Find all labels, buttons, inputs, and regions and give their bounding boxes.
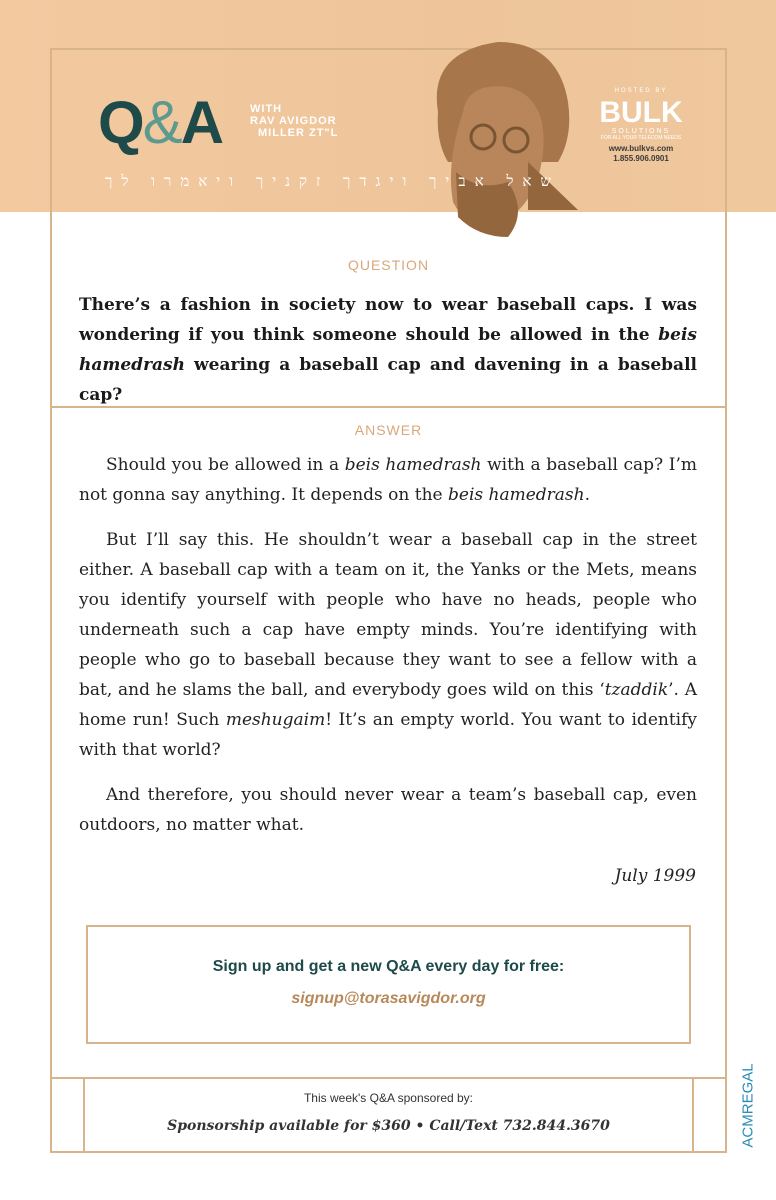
section-divider: [52, 406, 725, 408]
sponsorship-availability: Sponsorship available for $360 • Call/Text 732.844.3670: [167, 1118, 610, 1134]
bulk-phone: 1.855.906.0901: [613, 154, 669, 163]
signup-email-link[interactable]: signup@torasavigdor.org: [291, 990, 486, 1007]
logo-amp: &: [142, 89, 181, 156]
emphasis: meshugaim: [225, 710, 326, 730]
logo-a: A: [180, 89, 223, 156]
hebrew-verse: שאל אביך ויגדך זקניך ויאמרו לך: [105, 172, 560, 190]
sponsor-footer: [52, 1077, 725, 1152]
text: ’. A home run! Such: [79, 680, 697, 730]
question-part: wearing a baseball cap and davening in a baseball cap?: [79, 355, 697, 405]
sponsor-footer-inner: [83, 1079, 694, 1153]
signup-text: Sign up and get a new Q&A every day for free:: [212, 958, 565, 975]
answer-text: [79, 450, 697, 855]
bulk-brand: BULK: [599, 96, 683, 129]
logo-q: Q: [98, 89, 143, 156]
sponsored-by-label: This week's Q&A sponsored by:: [303, 1091, 474, 1105]
rav-name-1: RAV AVIGDOR: [250, 115, 337, 127]
text: Should you be allowed in a: [106, 455, 345, 475]
signup-box: [86, 925, 691, 1044]
hosted-by-label: HOSTED BY: [614, 88, 668, 94]
emphasis: beis hamedrash: [448, 485, 585, 505]
answer-paragraph-2: [79, 525, 697, 765]
question-text: [79, 290, 697, 410]
rav-portrait-image: [408, 42, 578, 237]
text: ! It’s an empty world. You want to identify with that world?: [79, 710, 697, 760]
printer-logo: [736, 1062, 766, 1157]
with-label: WITH: [250, 103, 283, 115]
answer-date: July 1999: [614, 866, 696, 886]
answer-paragraph-1: [79, 450, 697, 510]
question-label: QUESTION: [347, 257, 430, 273]
answer-paragraph-3: And therefore, you should never wear a team’s baseball cap, even outdoors, no matter what.: [79, 785, 697, 835]
emphasis: tzaddik: [604, 680, 669, 700]
bulk-sub: SOLUTIONS: [611, 128, 671, 135]
emphasis: beis hamedrash: [344, 455, 482, 475]
bulk-tagline: FOR ALL YOUR TELECOM NEEDS: [600, 135, 682, 141]
text: But I’ll say this. He shouldn’t wear a baseball cap in the street either. A baseball cap with a team on it, the Yanks or the Mets, means you identify yourself with people who have no heads, people who underneath such a cap have empty minds. You’re identifying with people who go to baseball because they want to see a fellow with a bat, and he slams the ball, and everybody goes wild on this ‘: [79, 530, 697, 700]
question-part: There’s a fashion in society now to wear baseball caps. I was wondering if you think someone should be allowed in the: [79, 295, 697, 345]
qa-logo: [98, 88, 222, 157]
text: with a baseball cap? I’m not gonna say anything. It depends on the: [79, 455, 697, 505]
question-emphasis: beis hamedrash: [79, 325, 697, 375]
answer-label: ANSWER: [354, 422, 423, 438]
logo-subtitle: [250, 103, 338, 139]
sponsor-logo-bulk: [590, 88, 692, 164]
printer-name: ACMREGAL: [739, 1063, 757, 1148]
bulk-url[interactable]: www.bulkvs.com: [608, 144, 674, 153]
rav-name-2: MILLER ZT"L: [258, 127, 339, 139]
text: .: [584, 485, 591, 505]
